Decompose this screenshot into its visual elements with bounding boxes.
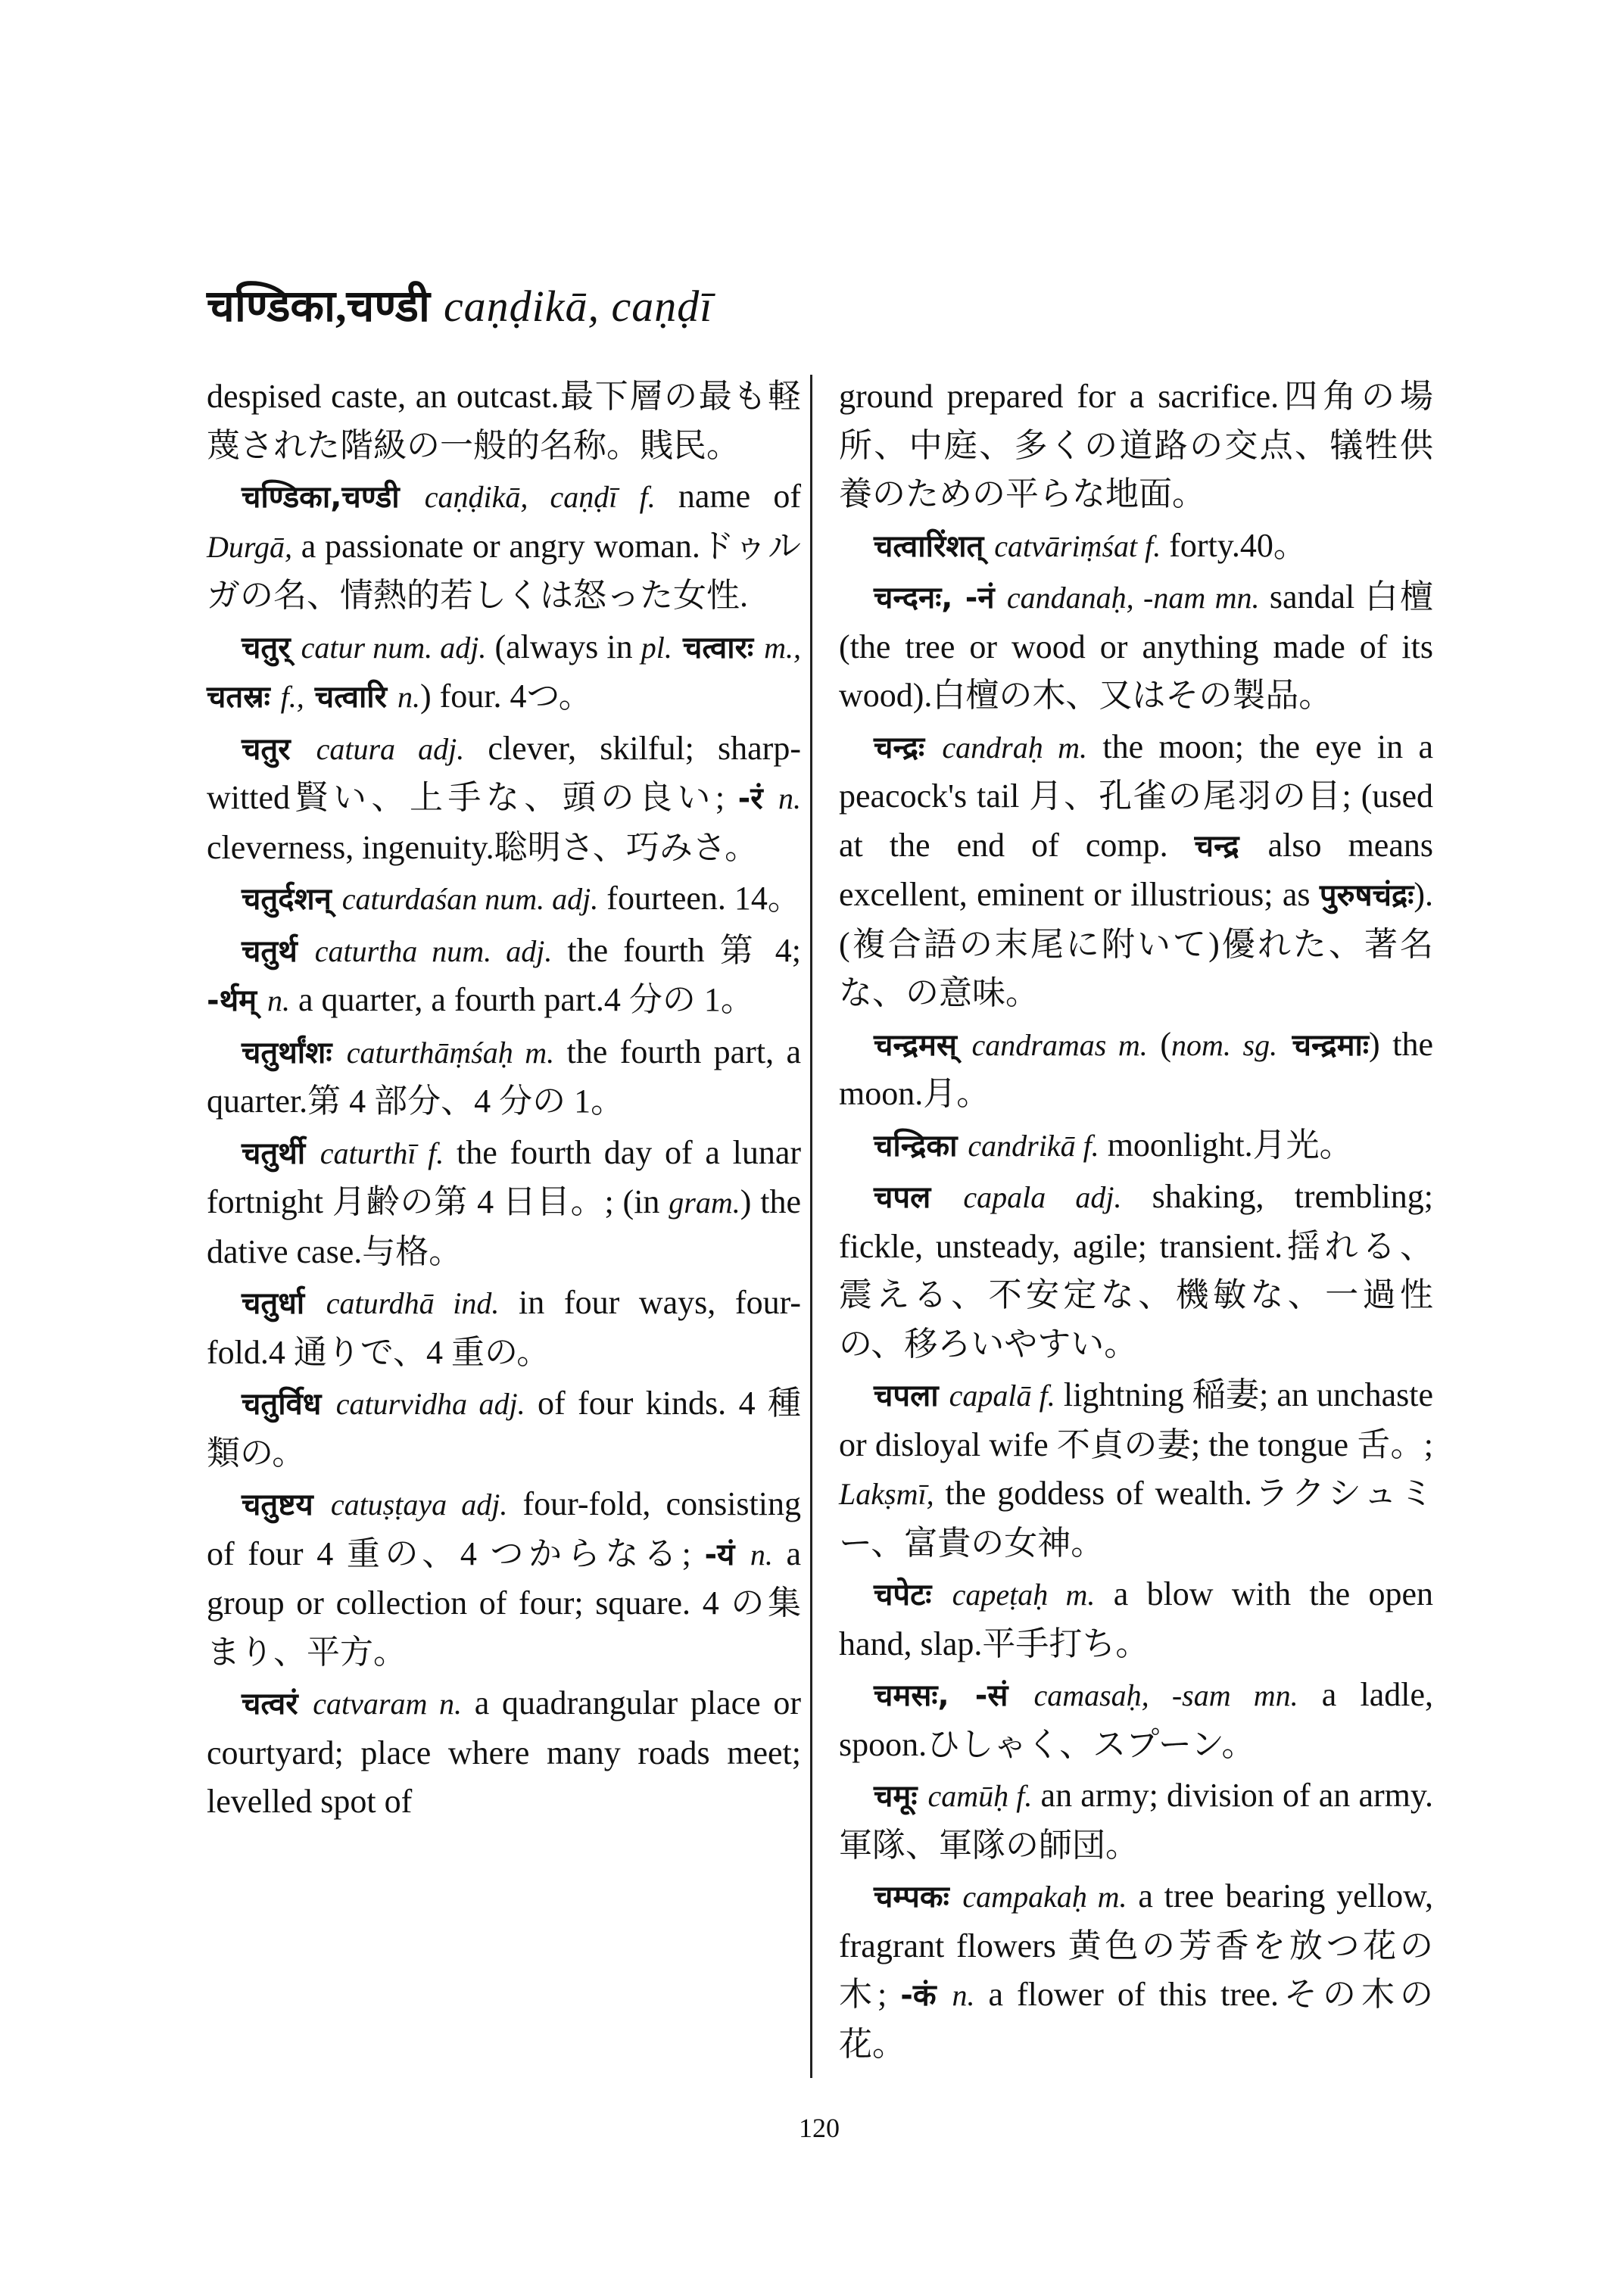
headword: चत्वारिंशत् <box>874 528 995 564</box>
transliteration-italic: capeṭaḥ m. <box>952 1578 1096 1612</box>
transliteration-italic: caturvidha adj. <box>335 1387 525 1421</box>
transliteration-italic: pl. <box>641 630 672 665</box>
definition-text: despised caste, an outcast.最下層の最も軽蔑された階級の一般的名称。賎民。 <box>207 378 801 464</box>
transliteration-italic: n. <box>952 1978 975 2012</box>
transliteration-italic: caṇḍikā, caṇḍī f. <box>424 480 656 514</box>
transliteration-italic: caturdaśan num. adj. <box>341 882 599 916</box>
headword: चम्पकः <box>874 1880 963 1914</box>
transliteration-italic: n. <box>267 983 291 1017</box>
transliteration-italic: capala adj. <box>963 1180 1122 1214</box>
definition-text: of four kinds. 4 種類の。 <box>207 1385 801 1472</box>
dictionary-entry <box>207 1028 801 1126</box>
transliteration-italic: camūḥ f. <box>927 1779 1033 1813</box>
transliteration-italic: candanaḥ, -nam mn. <box>1006 581 1260 615</box>
headword: -कं <box>900 1978 952 2013</box>
running-head <box>207 274 712 334</box>
dictionary-entry <box>207 1679 801 1827</box>
headword: चन्द्रमाः <box>1277 1027 1369 1063</box>
definition-text: a group or collection of four; square. 4 の集まり、平方。 <box>207 1534 802 1671</box>
headword: चतुर्थांशः <box>242 1035 347 1070</box>
dictionary-entry <box>839 1371 1433 1568</box>
headword: चतुर <box>242 731 316 767</box>
dictionary-entry <box>839 1173 1433 1369</box>
transliteration-italic: catur num. adj. <box>301 630 487 665</box>
dictionary-entry <box>207 1129 801 1277</box>
definition-text: a flower of this tree.その木の花。 <box>839 1976 1433 2063</box>
definition-text: shaking, trembling; fickle, unsteady, agile; transient.揺れる、震える、不安定な、機敏な、一過性の、移ろいやすい。 <box>839 1178 1434 1363</box>
headword: चन्द्र <box>1194 828 1268 864</box>
definition-text: (always in <box>486 628 641 665</box>
dictionary-entry <box>207 1279 801 1377</box>
transliteration-italic: catura adj. <box>316 731 465 766</box>
column-divider <box>810 375 812 2078</box>
definition-text: ) the dative case.与格。 <box>207 1183 801 1270</box>
dictionary-entry <box>839 1771 1433 1870</box>
headword: चतुष्टय <box>242 1488 331 1522</box>
definition-text: ground prepared for a sacrifice.四角の場所、中庭、多くの道路の交点、犠牲供養のための平らな地面。 <box>839 378 1433 512</box>
definition-text: the moon; the eye in a peacock's tail 月、孔雀の尾羽の目; (used at the end of comp. <box>839 727 1433 864</box>
definition-text: ) four. 4つ。 <box>419 678 592 715</box>
definition-text: clever, skilful; sharp-witted賢い、上手な、頭の良い; <box>207 729 801 816</box>
right-column <box>839 372 1433 2071</box>
headword: चतुर्दशन् <box>242 882 342 917</box>
transliteration-italic: n. <box>397 680 420 714</box>
transliteration-italic: campakaḥ m. <box>962 1880 1127 1914</box>
definition-text: a passionate or angry woman.ドゥルガの名、情熱的若しくは怒った女性. <box>207 527 801 614</box>
transliteration-italic: caturdhā ind. <box>326 1286 500 1320</box>
transliteration-italic: catuṣṭaya adj. <box>330 1488 508 1522</box>
dictionary-entry <box>207 927 801 1026</box>
definition-text: an army; division of an army.軍隊、軍隊の師団。 <box>839 1777 1433 1864</box>
headword: चमसः, -सं <box>874 1678 1034 1713</box>
headword: पुरुषचंद्रः <box>1319 878 1414 913</box>
dictionary-entry <box>839 573 1433 721</box>
definition-text: the fourth day of a lunar fortnight 月齢の第 4 日目。; (in <box>207 1133 802 1220</box>
definition-text: name of <box>655 478 802 515</box>
headword: -र्थम् <box>207 983 268 1018</box>
headword: चत्वरं <box>242 1687 313 1721</box>
definition-text: ( <box>1147 1025 1172 1063</box>
transliteration-italic: n. <box>778 781 802 815</box>
dictionary-entry <box>839 522 1433 572</box>
headword: चन्द्रः <box>874 730 943 765</box>
transliteration-italic: gram. <box>669 1185 740 1220</box>
dictionary-entry <box>839 1020 1433 1119</box>
headword: चतुर् <box>242 630 301 665</box>
definition-text: a quadrangular place or courtyard; place where many roads meet; levelled spot of <box>207 1684 802 1820</box>
headword: चन्दनः, -नं <box>874 581 1007 615</box>
dictionary-entry <box>207 472 801 621</box>
transliteration-italic: camasaḥ, -sam mn. <box>1033 1678 1298 1712</box>
dictionary-entry <box>207 724 801 873</box>
running-head-transliteration: caṇḍikā, caṇḍī <box>443 282 713 331</box>
dictionary-entry <box>207 623 801 722</box>
dictionary-entry <box>207 1480 801 1677</box>
continued-entry <box>839 372 1433 519</box>
definition-text: cleverness, ingenuity.聡明さ、巧みさ。 <box>207 828 759 866</box>
definition-text: ).(複合語の末尾に附いて)優れた、著名な、の意味。 <box>839 876 1433 1011</box>
transliteration-italic: candramas m. <box>971 1027 1148 1062</box>
definition-text: moonlight.月光。 <box>1099 1126 1353 1164</box>
running-head-devanagari: चण्डिका,चण्डी <box>207 282 430 331</box>
headword: चपेटः <box>874 1578 952 1612</box>
definition-text: a quarter, a fourth part.4 分の 1。 <box>290 981 754 1018</box>
headword: चमूः <box>874 1779 928 1814</box>
headword: चपल <box>874 1180 964 1215</box>
page-number: 120 <box>799 2113 840 2143</box>
headword: -यं <box>704 1537 750 1572</box>
headword: चत्वारि <box>304 680 397 715</box>
dictionary-entry <box>839 1570 1433 1668</box>
dictionary-entry <box>839 1872 1433 2069</box>
transliteration-italic: caturthāṃśaḥ m. <box>346 1035 555 1070</box>
definition-text: the goddess of wealth.ラクシュミー、富貴の女神。 <box>839 1475 1433 1562</box>
transliteration-italic: f., <box>280 680 304 714</box>
dictionary-entry <box>207 874 801 924</box>
definition-text: a tree bearing yellow, fragrant flowers 黄色の芳香を放つ花の木; <box>839 1877 1434 2013</box>
headword: चतुर्धा <box>242 1286 326 1321</box>
left-column <box>207 372 801 1829</box>
headword: चण्डिका,चण्डी <box>242 480 425 515</box>
definition-text: forty.40。 <box>1161 526 1307 564</box>
transliteration-italic: candraḥ m. <box>942 730 1087 765</box>
definition-text: the fourth 第 4; <box>552 931 801 969</box>
dictionary-entry <box>207 1379 801 1478</box>
continued-entry <box>207 372 801 470</box>
transliteration-italic: m., <box>764 630 801 665</box>
headword: चत्वारः <box>672 630 765 665</box>
dictionary-entry <box>839 1671 1433 1769</box>
transliteration-italic: catvaram n. <box>313 1687 463 1721</box>
transliteration-italic: catvāriṃśat f. <box>994 528 1161 563</box>
headword: -रं <box>737 781 779 816</box>
dictionary-entry <box>839 723 1433 1018</box>
transliteration-italic: candrikā f. <box>968 1128 1099 1163</box>
transliteration-italic: caturthī f. <box>320 1136 444 1170</box>
transliteration-italic: nom. sg. <box>1171 1027 1278 1062</box>
definition-text: lightning 稲妻; an unchaste or disloyal wife 不貞の妻; the tongue 舌。; <box>839 1376 1433 1463</box>
dictionary-entry <box>839 1121 1433 1171</box>
definition-text: four-fold, consisting of four 4 重の、4 つからなる; <box>207 1485 802 1572</box>
definition-text: also means excellent, eminent or illustrious; as <box>839 826 1433 913</box>
headword: चपला <box>874 1379 949 1413</box>
headword: चतुर्विध <box>242 1387 336 1422</box>
headword: चन्द्रमस् <box>874 1027 972 1063</box>
headword: चतुर्थ <box>242 933 315 969</box>
definition-text: ) the moon.月。 <box>839 1025 1433 1112</box>
definition-text: the fourth part, a quarter.第 4 部分、4 分の 1。 <box>207 1033 802 1120</box>
transliteration-italic: capalā f. <box>949 1379 1055 1413</box>
transliteration-italic: Durgā, <box>207 529 292 564</box>
headword: चतुर्थी <box>242 1136 320 1171</box>
transliteration-italic: Lakṣmī, <box>839 1477 934 1511</box>
transliteration-italic: n. <box>750 1537 773 1572</box>
headword: चतस्रः <box>207 680 281 715</box>
definition-text: in four ways, four-fold.4 通りで、4 重の。 <box>207 1284 801 1371</box>
headword: चन्द्रिका <box>874 1128 968 1164</box>
definition-text: a ladle, spoon.ひしゃく、スプーン。 <box>839 1676 1433 1763</box>
definition-text: sandal 白檀 (the tree or wood or anything made of its wood).白檀の木、又はその製品。 <box>839 578 1433 714</box>
definition-text: fourteen. 14。 <box>598 880 801 917</box>
transliteration-italic: caturtha num. adj. <box>314 933 553 968</box>
definition-text: a blow with the open hand, slap.平手打ち。 <box>839 1575 1433 1662</box>
